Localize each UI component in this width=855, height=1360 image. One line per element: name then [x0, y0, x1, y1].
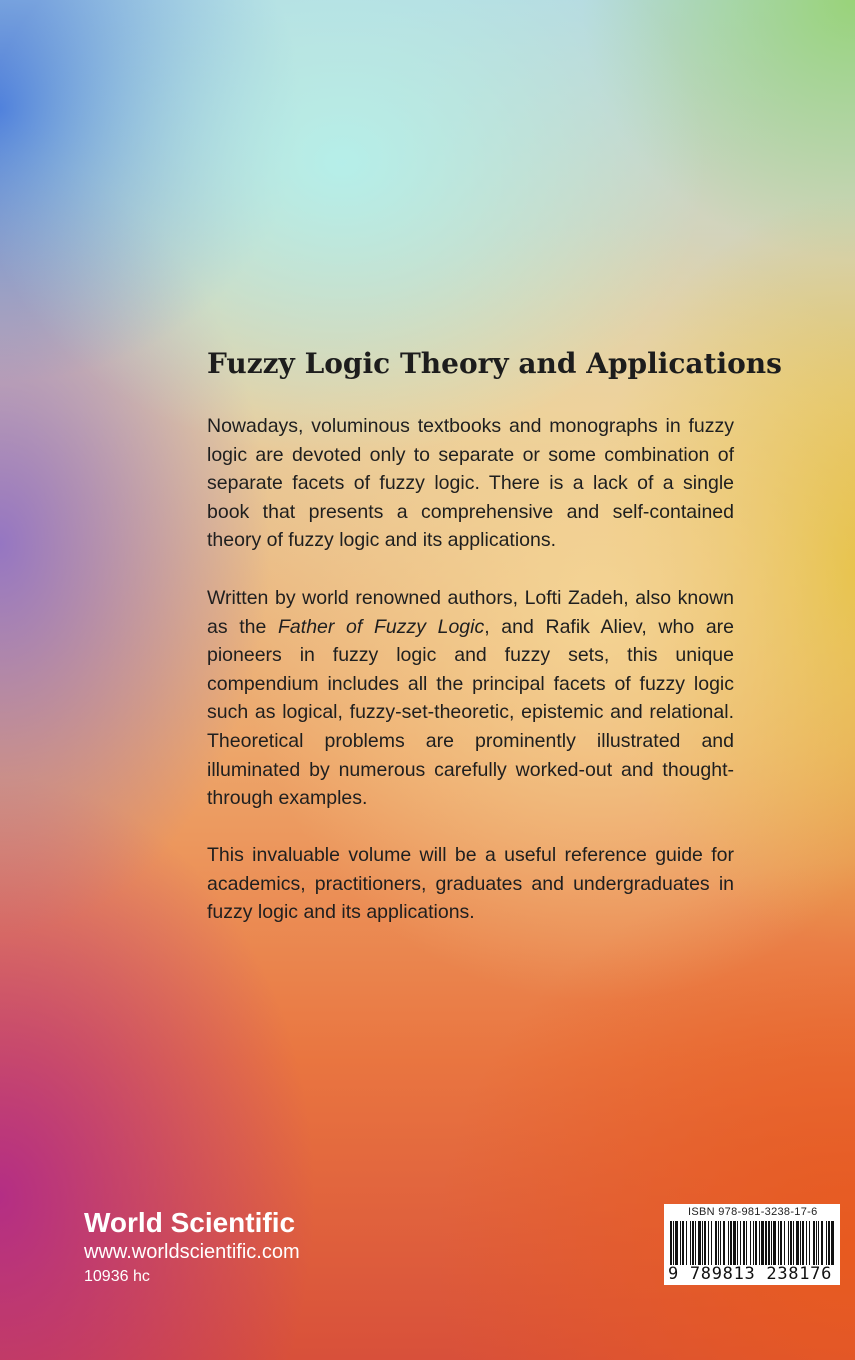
- barcode-bar: [818, 1221, 819, 1265]
- barcode-bar: [788, 1221, 789, 1265]
- barcode-bar: [800, 1221, 801, 1265]
- barcode-bar: [790, 1221, 792, 1265]
- barcode-bar: [806, 1221, 807, 1265]
- barcode-bar: [686, 1221, 687, 1265]
- paragraph-2-text-after: , and Rafik Aliev, who are pioneers in fuzzy logic and fuzzy sets, this unique compendium includes all the principal facets of fuzzy logic such as logical, fuzzy-set-theoretic, epistemic and relational. Theoretical problems are prominently illustrated and illuminated by numerous carefully worked-out and thought-through examples.: [207, 615, 734, 810]
- barcode-bar: [720, 1221, 721, 1265]
- barcode-bar: [784, 1221, 785, 1265]
- barcode-bar: [740, 1221, 741, 1265]
- barcode-bar: [737, 1221, 738, 1265]
- barcode-bar: [702, 1221, 703, 1265]
- barcode-bar: [715, 1221, 717, 1265]
- barcode-bar: [670, 1221, 672, 1265]
- description-paragraph-2: [207, 584, 734, 813]
- product-code: 10936 hc: [84, 1268, 150, 1285]
- isbn-label: ISBN 978-981-3238-17-6: [688, 1206, 818, 1218]
- barcode-bars: [670, 1221, 834, 1265]
- barcode-bar: [718, 1221, 719, 1265]
- barcode-bar: [743, 1221, 745, 1265]
- barcode-bar: [826, 1221, 827, 1265]
- barcode-bar: [698, 1221, 701, 1265]
- barcode-bar: [828, 1221, 830, 1265]
- barcode-bar: [778, 1221, 779, 1265]
- barcode-bar: [723, 1221, 725, 1265]
- barcode-bar: [821, 1221, 823, 1265]
- publisher-name: World Scientific: [84, 1207, 296, 1238]
- barcode-bar: [728, 1221, 729, 1265]
- barcode-bar: [733, 1221, 736, 1265]
- book-title: Fuzzy Logic Theory and Applications: [207, 347, 782, 380]
- barcode-bar: [761, 1221, 764, 1265]
- barcode-bar: [680, 1221, 681, 1265]
- barcode-digits: 9 789813 238176: [668, 1264, 833, 1284]
- barcode-bar: [816, 1221, 817, 1265]
- barcode-bar: [780, 1221, 782, 1265]
- barcode-bar: [695, 1221, 696, 1265]
- barcode-bar: [690, 1221, 691, 1265]
- barcode-bar: [802, 1221, 804, 1265]
- barcode-bar: [773, 1221, 776, 1265]
- isbn-barcode: [664, 1204, 840, 1285]
- barcode-bar: [759, 1221, 760, 1265]
- barcode-bar: [708, 1221, 709, 1265]
- paragraph-2-text-before: Written by world renowned authors, Lofti Zadeh, also known as the: [207, 587, 734, 638]
- barcode-bar: [704, 1221, 706, 1265]
- barcode-bar: [768, 1221, 770, 1265]
- barcode-bar: [730, 1221, 732, 1265]
- barcode-bar: [673, 1221, 674, 1265]
- paragraph-2-emphasis: Father of Fuzzy Logic: [278, 615, 485, 638]
- barcode-bar: [682, 1221, 684, 1265]
- barcode-bar: [796, 1221, 799, 1265]
- barcode-bar: [765, 1221, 767, 1265]
- barcode-bar: [831, 1221, 834, 1265]
- barcode-bar: [755, 1221, 757, 1265]
- barcode-bar: [746, 1221, 747, 1265]
- barcode-bar: [675, 1221, 678, 1265]
- barcode-bar: [813, 1221, 815, 1265]
- barcode-bar: [793, 1221, 794, 1265]
- barcode-bar: [692, 1221, 694, 1265]
- barcode-bar: [711, 1221, 712, 1265]
- barcode-bar: [771, 1221, 772, 1265]
- publisher-url: www.worldscientific.com: [84, 1241, 300, 1263]
- publisher-block: [84, 1206, 300, 1288]
- barcode-bar: [753, 1221, 754, 1265]
- barcode-bar: [809, 1221, 810, 1265]
- description-paragraph-3: This invaluable volume will be a useful reference guide for academics, practitioners, graduates and undergraduates in fuzzy logic and its applications.: [207, 844, 734, 924]
- barcode-bar: [750, 1221, 751, 1265]
- description-paragraph-1: Nowadays, voluminous textbooks and monographs in fuzzy logic are devoted only to separate or some combination of separate facets of fuzzy logic. There is a lack of a single book that presents a comprehensive and self-contained theory of fuzzy logic and its applications.: [207, 415, 734, 552]
